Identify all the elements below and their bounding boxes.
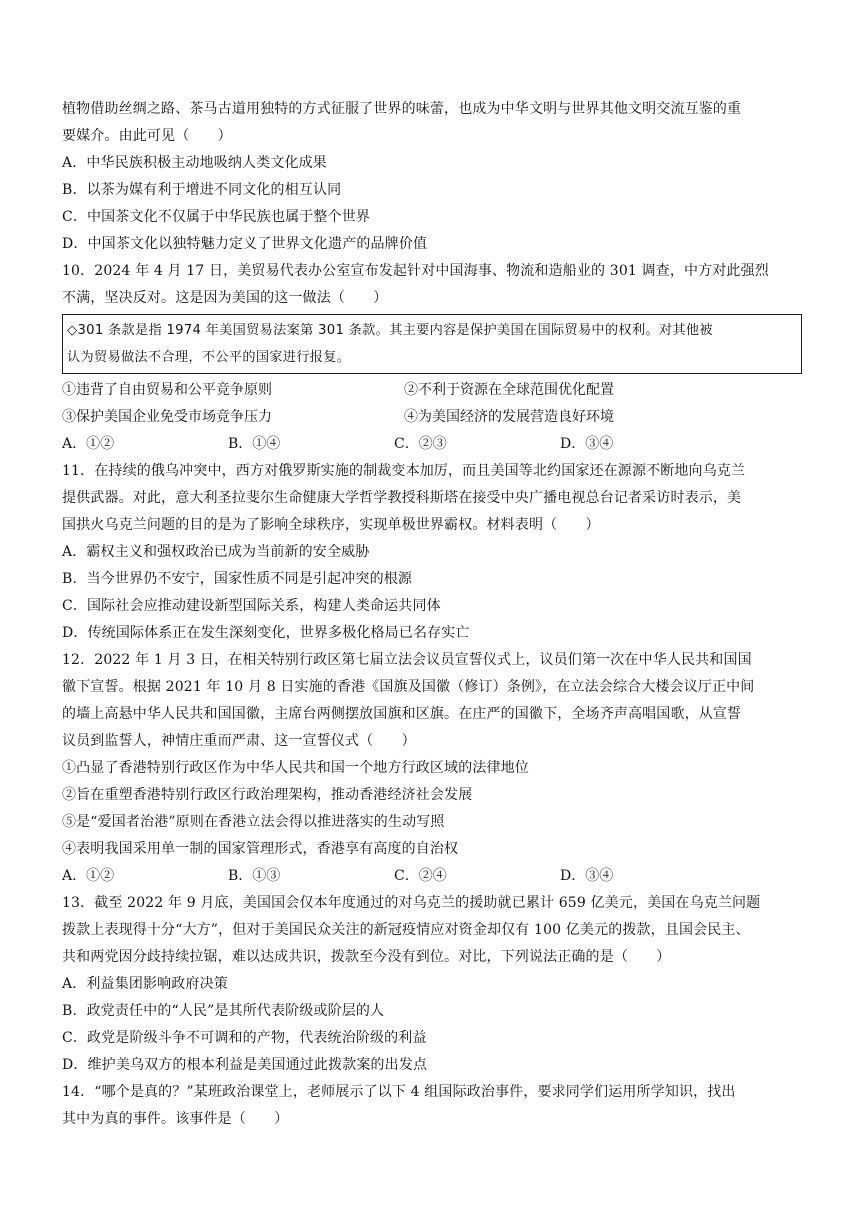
question-stem: 其中为真的事件。该事件是（ ） bbox=[62, 1111, 289, 1127]
choice-c: C．②③ bbox=[394, 436, 447, 452]
option-d: D．中国茶文化以独特魅力定义了世界文化遗产的品牌价值 bbox=[62, 236, 428, 252]
option-c: C．政党是阶级斗争不可调和的产物，代表统治阶级的利益 bbox=[62, 1030, 427, 1046]
choice-a: A．①② bbox=[62, 868, 115, 884]
choice-d: D．③④ bbox=[560, 436, 614, 452]
choice-a: A．①② bbox=[62, 436, 115, 452]
material-text: ◇301 条款是指 1974 年美国贸易法案第 301 条款。其主要内容是保护美国在国际贸易中的权利。对其他被 bbox=[67, 323, 713, 338]
question-stem: 植物借助丝绸之路、茶马古道用独特的方式征服了世界的味蕾，也成为中华文明与世界其他文明交流互鉴的重 bbox=[62, 101, 742, 117]
question-stem: 10．2024 年 4 月 17 日，美贸易代表办公室宣布发起针对中国海事、物流和造船业的 301 调查，中方对此强烈 bbox=[62, 263, 769, 279]
statement-1: ①违背了自由贸易和公平竞争原则 bbox=[62, 382, 272, 398]
statement-4: ④表明我国采用单一制的国家管理形式，香港享有高度的自治权 bbox=[62, 841, 459, 857]
option-b: B．政党责任中的“人民”是其所代表阶级或阶层的人 bbox=[62, 1003, 385, 1019]
choice-d: D．③④ bbox=[560, 868, 614, 884]
statement-4: ④为美国经济的发展营造良好环境 bbox=[404, 409, 614, 425]
option-c: C．国际社会应推动建设新型国际关系，构建人类命运共同体 bbox=[62, 598, 441, 614]
statement-2: ②不利于资源在全球范围优化配置 bbox=[404, 382, 614, 398]
option-b: B．当今世界仍不安宁，国家性质不同是引起冲突的根源 bbox=[62, 571, 413, 587]
question-stem: 议员到监誓人，神情庄重而严肃、这一宣誓仪式（ ） bbox=[62, 733, 416, 749]
option-a: A．中华民族积极主动地吸纳人类文化成果 bbox=[62, 155, 327, 171]
question-stem: 13．截至 2022 年 9 月底，美国国会仅本年度通过的对乌克兰的援助就已累计 659 亿美元，美国在乌克兰问题 bbox=[62, 895, 761, 911]
option-a: A．利益集团影响政府决策 bbox=[62, 976, 228, 992]
choice-row bbox=[62, 863, 802, 890]
question-10 bbox=[62, 258, 802, 458]
choice-c: C．②④ bbox=[394, 868, 447, 884]
question-9 bbox=[62, 96, 802, 258]
statement-3: ⑤是“爱国者治港”原则在香港立法会得以推进落实的生动写照 bbox=[62, 814, 445, 830]
question-stem: 共和两党因分歧持续拉锯，难以达成共识，拨款至今没有到位。对比，下列说法正确的是（ ） bbox=[62, 949, 671, 965]
statement-row bbox=[62, 377, 802, 404]
choice-b: B．①④ bbox=[228, 436, 281, 452]
question-stem: 提供武器。对此，意大利圣拉斐尔生命健康大学哲学教授科斯塔在接受中央广播电视总台记者采访时表示，美 bbox=[62, 490, 742, 506]
statement-1: ①凸显了香港特别行政区作为中华人民共和国一个地方行政区域的法律地位 bbox=[62, 760, 529, 776]
question-12 bbox=[62, 647, 802, 890]
choice-row bbox=[62, 431, 802, 458]
question-stem: 的墙上高悬中华人民共和国国徽，主席台两侧摆放国旗和区旗。在庄严的国徽下，全场齐声高唱国歌，从宣誓 bbox=[62, 706, 742, 722]
question-13 bbox=[62, 890, 802, 1079]
statement-row bbox=[62, 404, 802, 431]
question-14 bbox=[62, 1079, 802, 1133]
option-d: D．传统国际体系正在发生深刻变化，世界多极化格局已名存实亡 bbox=[62, 625, 470, 641]
option-a: A．霸权主义和强权政治已成为当前新的安全威胁 bbox=[62, 544, 370, 560]
choice-b: B．①③ bbox=[228, 868, 281, 884]
statement-2: ②旨在重塑香港特别行政区行政治理架构，推动香港经济社会发展 bbox=[62, 787, 473, 803]
question-stem: 拨款上表现得十分“大方”，但对于美国民众关注的新冠疫情应对资金却仅有 100 亿美元的拨款，且国会民主、 bbox=[62, 922, 750, 938]
material-box bbox=[62, 314, 802, 374]
question-stem: 11．在持续的俄乌冲突中，西方对俄罗斯实施的制裁变本加厉，而且美国等北约国家还在源源不断地向乌克兰 bbox=[62, 463, 746, 479]
question-stem: 14．“哪个是真的？”某班政治课堂上，老师展示了以下 4 组国际政治事件，要求同学们运用所学知识，找出 bbox=[62, 1084, 736, 1100]
question-11 bbox=[62, 458, 802, 647]
question-stem: 徽下宣誓。根据 2021 年 10 月 8 日实施的香港《国旗及国徽（修订）条例》，在立法会综合大楼会议厅正中间 bbox=[62, 679, 755, 695]
option-d: D．维护美乌双方的根本利益是美国通过此拨款案的出发点 bbox=[62, 1057, 428, 1073]
question-stem: 国拱火乌克兰问题的目的是为了影响全球秩序，实现单极世界霸权。材料表明（ ） bbox=[62, 517, 600, 533]
question-stem: 12．2022 年 1 月 3 日，在相关特别行政区第七届立法会议员宣誓仪式上，议员们第一次在中华人民共和国国 bbox=[62, 652, 752, 668]
statement-3: ③保护美国企业免受市场竞争压力 bbox=[62, 409, 272, 425]
option-b: B．以茶为媒有利于增进不同文化的相互认同 bbox=[62, 182, 342, 198]
exam-page bbox=[62, 96, 802, 1133]
question-stem: 要媒介。由此可见（ ） bbox=[62, 128, 232, 144]
option-c: C．中国茶文化不仅属于中华民族也属于整个世界 bbox=[62, 209, 371, 225]
material-text: 认为贸易做法不合理，不公平的国家进行报复。 bbox=[67, 350, 351, 365]
question-stem: 不满，坚决反对。这是因为美国的这一做法（ ） bbox=[62, 290, 388, 306]
